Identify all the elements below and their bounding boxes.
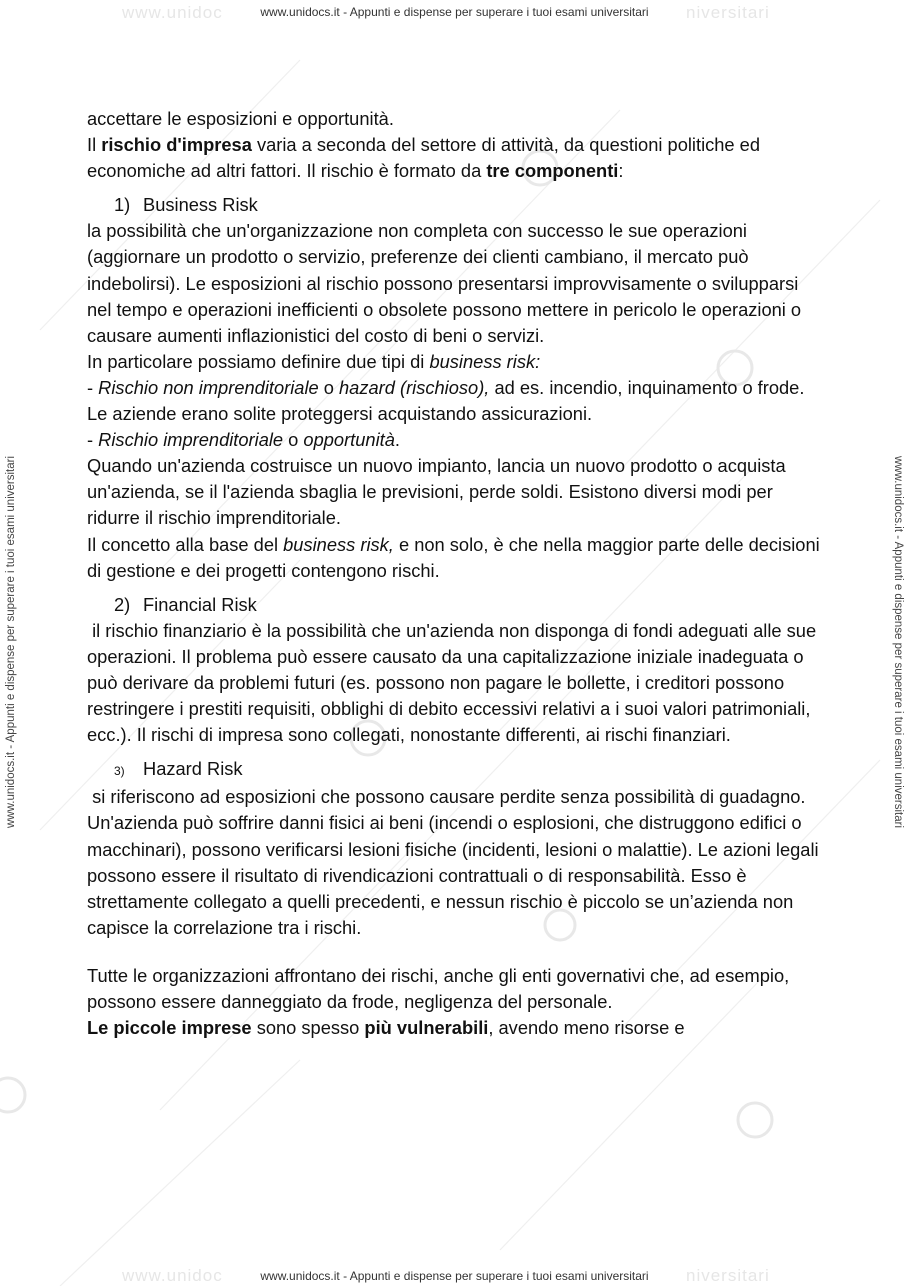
watermark-ghost-left: www.unidoc xyxy=(122,3,223,22)
section-paragraph: In particolare possiamo definire due tipi di business risk: xyxy=(87,350,541,372)
intro-paragraph: Il rischio d'impresa varia a seconda del settore di attività, da questioni politiche ed economiche ad altri fattori. Il rischio è formato da tre componenti: xyxy=(87,134,761,182)
bold-term-vulnerabili: più vulnerabili xyxy=(364,1017,489,1039)
bold-term-componenti: tre componenti xyxy=(486,160,619,182)
section-paragraph: il rischio finanziario è la possibilità che un'azienda non disponga di fondi adeguati alle sue operazioni. Il problema può essere causato da una capitalizzazione iniziale inadeguata o può derivare da problemi futuri (es. possono non pagare le bollette, i creditori possono restringere i prestiti requisiti, obblighi di debito eccessivi relativi a i suoi valori patrimoniali, ecc.). Il rischi di impresa sono collegati, nonostante differenti, ai rischi finanziari. xyxy=(87,619,822,746)
list-item: - Rischio imprenditoriale o opportunità. xyxy=(87,429,400,451)
list-item: - Rischio non imprenditoriale o hazard (rischioso), ad es. incendio, inquinamento o frode. Le aziende erano solite proteggersi acquistando assicurazioni. xyxy=(87,376,805,425)
section-paragraph: la possibilità che un'organizzazione non completa con successo le sue operazioni (aggiornare un prodotto o servizio, preferenze dei clienti cambiano, il mercato può indebolirsi). Le esposizioni al rischio possono presentarsi improvvisamente o svilupparsi nel tempo e operazioni inefficienti o obsolete possono mettere in pericolo le operazioni o causare aumenti inflazionistici del costo di beni o servizi. xyxy=(87,220,802,346)
section-paragraph: Quando un'azienda costruisce un nuovo impianto, lancia un nuovo prodotto o acquista un'azienda, se il l'azienda sbaglia le previsioni, perde soldi. Esistono diversi modi per ridurre il rischio imprenditoriale. xyxy=(87,455,786,529)
section-paragraph: Il concetto alla base del business risk, e non solo, è che nella maggior parte delle decisioni di gestione e dei progetti contengono rischi. xyxy=(87,533,820,581)
bold-term-piccole-imprese: Le piccole imprese xyxy=(87,1017,252,1039)
section-heading-hazard-risk: 3) Hazard Risk xyxy=(114,758,243,780)
section-heading-business-risk: 1) Business Risk xyxy=(114,194,258,216)
watermark-side-left: www.unidocs.it - Appunti e dispense per superare i tuoi esami universitari xyxy=(5,455,17,829)
document-body xyxy=(87,106,827,1041)
section-heading-financial-risk: 2) Financial Risk xyxy=(114,593,257,615)
watermark-banner-top: www.unidocs.it - Appunti e dispense per superare i tuoi esami universitari xyxy=(260,5,649,19)
intro-line: accettare le esposizioni e opportunità. xyxy=(87,108,394,129)
watermark-banner-bottom: www.unidocs.it - Appunti e dispense per superare i tuoi esami universitari xyxy=(260,1269,649,1283)
watermark-side-right: www.unidocs.it - Appunti e dispense per superare i tuoi esami universitari xyxy=(892,455,904,829)
closing-paragraph: Tutte le organizzazioni affrontano dei rischi, anche gli enti governativi che, ad esempio, possono essere danneggiato da frode, negligenza del personale. Le piccole imprese sono spesso più vulnerabili, avendo meno risorse e xyxy=(87,964,790,1039)
watermark-ghost-right: niversitari xyxy=(686,3,770,22)
watermark-ghost-left-bottom: www.unidoc xyxy=(122,1266,223,1285)
section-paragraph: si riferiscono ad esposizioni che possono causare perdite senza possibilità di guadagno. Un'azienda può soffrire danni fisici ai beni (incendi o esplosioni, che distruggono edifici o macchinari), possono verificarsi lesioni fisiche (incidenti, lesioni o malattie). Le azioni legali possono essere il risultato di rivendicazioni contrattuali o di responsabilità. Esso è strettamente collegato a quelli precedenti, e nessun rischio è piccolo se un’azienda non capisce la correlazione tra i rischi. xyxy=(87,786,824,938)
watermark-ghost-right-bottom: niversitari xyxy=(686,1266,770,1285)
bold-term-rischio: rischio d'impresa xyxy=(101,134,252,156)
